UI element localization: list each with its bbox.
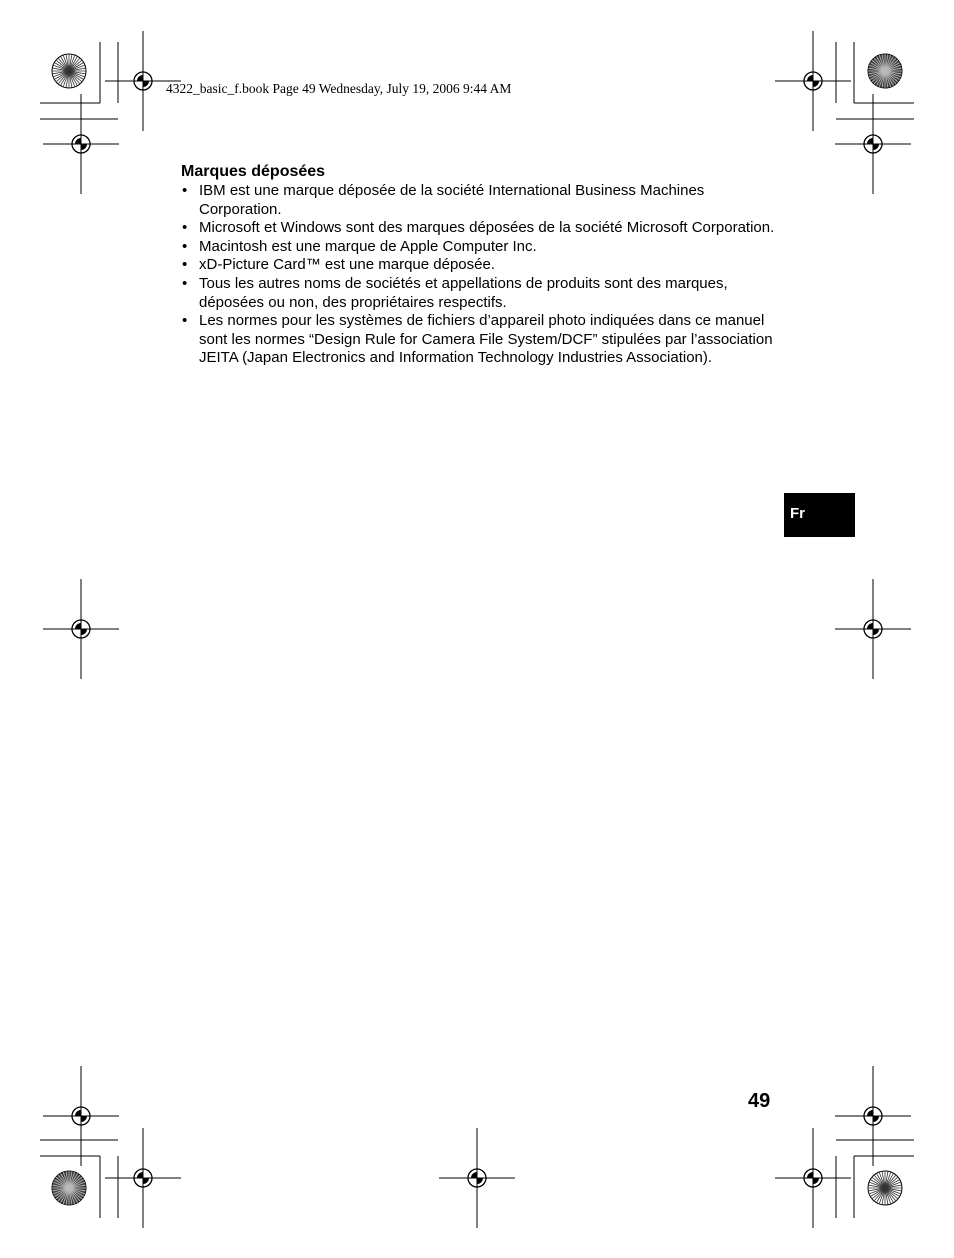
registration-mark-icon [439,1128,515,1228]
page-number: 49 [748,1090,771,1112]
bullet-icon: • [182,237,188,255]
registration-mark-icon [775,31,851,131]
language-tab: Fr [784,493,855,537]
section-heading: Marques déposées [181,163,326,180]
list-item-text: Les normes pour les systèmes de fichiers d’appareil photo indiquées dans ce manuel sont les normes “Design Rule for Camera File System/DCF” stipulées par l’association JEITA (Japan Electronics and Information Technology Industries Association). [199,312,773,367]
list-item-text: IBM est une marque déposée de la société International Business Machines Corporation. [199,182,705,218]
registration-mark-icon [835,1066,911,1166]
list-item [181,182,781,219]
list-item [181,312,781,368]
list-item-text: Macintosh est une marque de Apple Computer Inc. [199,237,537,255]
registration-mark-icon [105,1128,181,1228]
registration-mark-icon [43,1066,119,1166]
trademark-list [181,182,781,368]
list-item [181,275,781,312]
trademarks-section [181,162,781,368]
print-info-header: 4322_basic_f.book Page 49 Wednesday, July 19, 2006 9:44 AM [166,81,512,96]
list-item-text: xD-Picture Card™ est une marque déposée. [199,256,495,274]
list-item [181,238,781,257]
bullet-icon: • [182,219,188,237]
bullet-icon: • [182,182,188,199]
star-target-icon [868,1171,902,1205]
star-target-icon [868,54,902,88]
bullet-icon: • [182,256,188,274]
registration-mark-icon [43,579,119,679]
list-item-text: Tous les autres noms de sociétés et appellations de produits sont des marques, déposées ou non, des propriétaires respectifs. [199,274,728,311]
bullet-icon: • [182,274,188,292]
star-target-icon [52,54,86,88]
star-target-icon [52,1171,86,1205]
list-item [181,219,781,238]
registration-mark-icon [775,1128,851,1228]
registration-mark-icon [43,94,119,194]
list-item-text: Microsoft et Windows sont des marques déposées de la société Microsoft Corporation. [199,219,775,237]
bullet-icon: • [182,312,188,330]
registration-mark-icon [835,579,911,679]
list-item [181,256,781,275]
registration-mark-icon [835,94,911,194]
